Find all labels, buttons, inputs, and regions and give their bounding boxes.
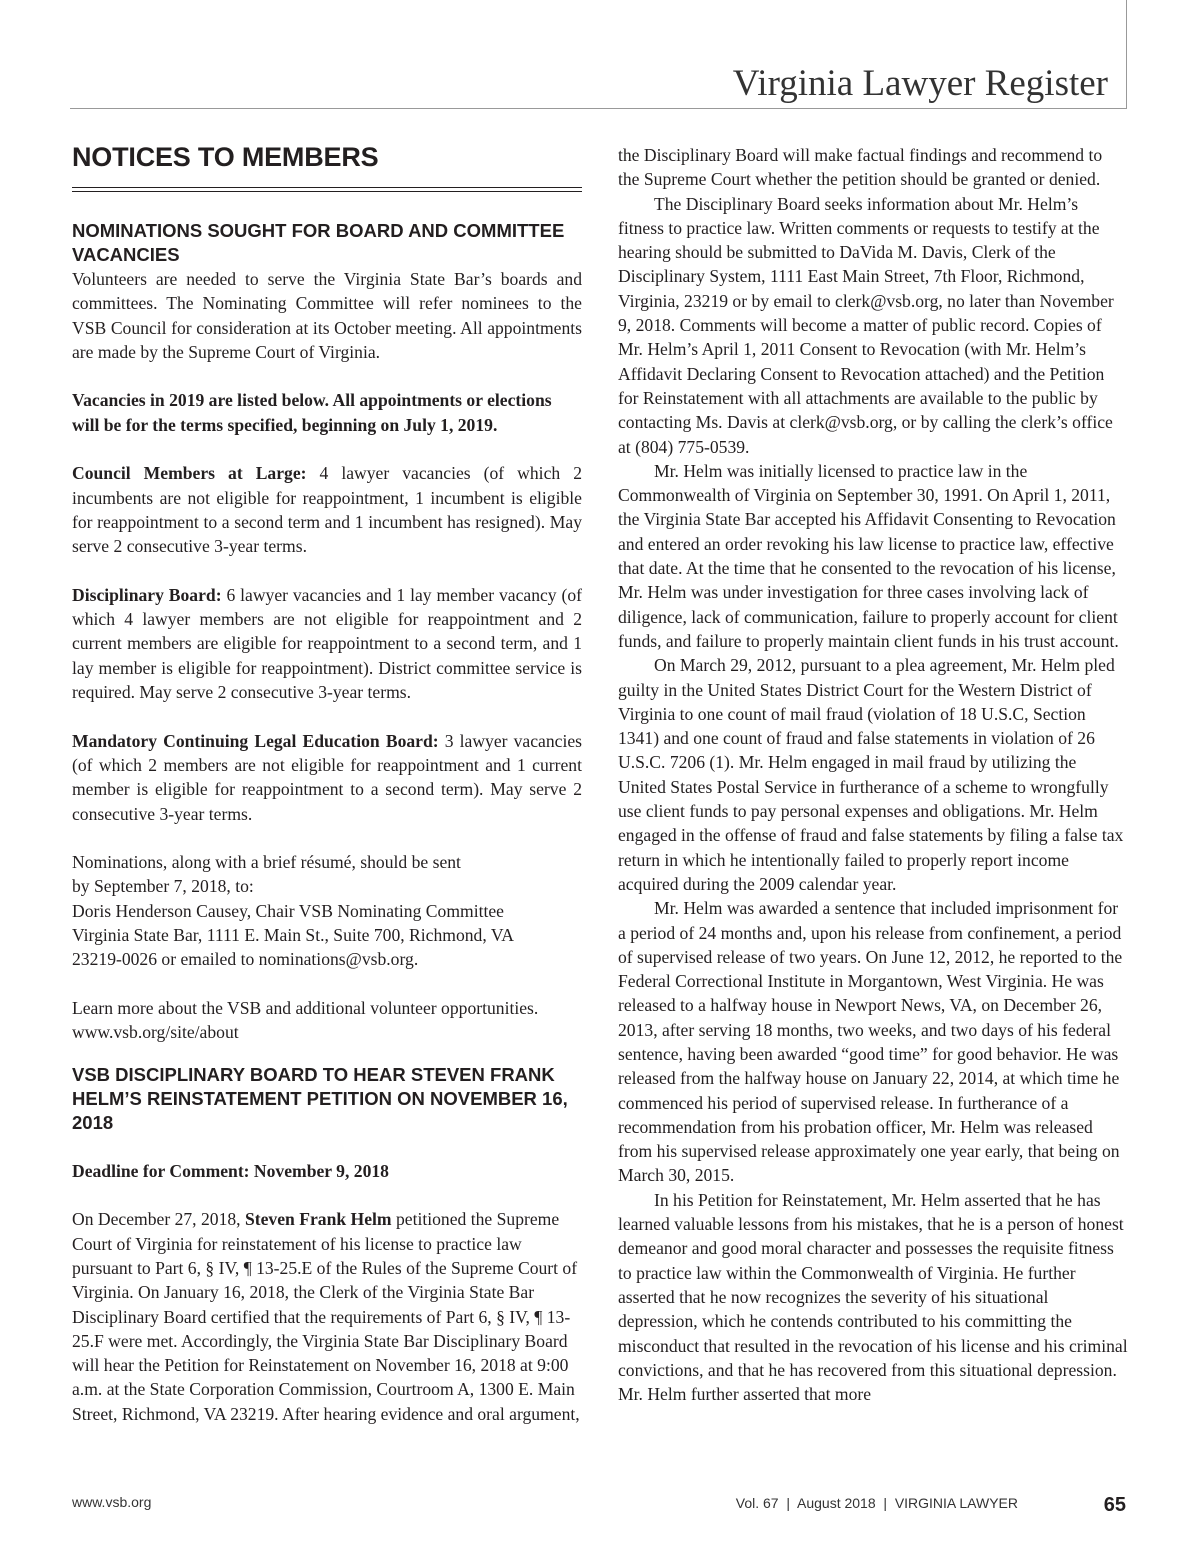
page-number: 65	[1103, 1494, 1126, 1516]
vacancies-note: Vacancies in 2019 are listed below. All appointments or elections will be for the terms specified, beginning on July 1, 2019.	[72, 390, 552, 435]
helm-paragraph-2: the Disciplinary Board will make factual findings and recommend to the Supreme Court whether the petition should be granted or denied.	[618, 145, 1103, 190]
council-vacancies: Council Members at Large: 4 lawyer vacancies (of which 2 incumbents are not eligible for reappointment, 1 incumbent is eligible for reappointment to a second term and 1 incumbent has resigned). May serve 2 consecutive 3-year terms.	[72, 463, 582, 557]
left-column	[72, 219, 582, 1426]
nominations-email-link[interactable]: 23219-0026 or emailed to nominations@vsb.org.	[72, 949, 419, 970]
header-rule	[70, 108, 1127, 109]
footer-issue-info: Vol. 67 | August 2018 | VIRGINIA LAWYER	[735, 1495, 1018, 1511]
helm-paragraph-3: The Disciplinary Board seeks information about Mr. Helm’s fitness to practice law. Written comments or requests to testify at the hearing should be submitted to DaVida M. Davis, Clerk of the Disciplinary System, 1111 East Main Street, 7th Floor, Richmond, Virginia, 23219 or by email to clerk@vsb.org, no later than November 9, 2018. Comments will become a matter of public record. Copies of Mr. Helm’s April 1, 2011 Consent to Revocation (with Mr. Helm’s Affidavit Declaring Consent to Revocation attached) and the Petition for Reinstatement with all attachments are available to the public by contacting Ms. Davis at clerk@vsb.org, or by calling the clerk’s office at (804) 775-0539.	[618, 193, 1114, 457]
right-column	[618, 143, 1128, 1406]
helm-heading: VSB DISCIPLINARY BOARD TO HEAR STEVEN FRANK HELM’S REINSTATEMENT PETITION ON NOVEMBER 16, 2018	[72, 1063, 568, 1133]
disciplinary-vacancies: Disciplinary Board: 6 lawyer vacancies and 1 lay member vacancy (of which 4 lawyer members are not eligible for reappointment and 2 current members are eligible for reappointment to a second term, and 1 lay member is eligible for reappointment). District committee service is required. May serve 2 consecutive 3-year terms.	[72, 584, 582, 703]
mcle-vacancies: Mandatory Continuing Legal Education Board: 3 lawyer vacancies (of which 2 members are not eligible for reappointment and 1 current member is eligible for reappointment to a second term). May serve 2 consecutive 3-year terms.	[72, 730, 583, 824]
learn-more: Learn more about the VSB and additional volunteer opportunities. www.vsb.org/site/about	[72, 997, 539, 1043]
helm-paragraph-4: Mr. Helm was initially licensed to practice law in the Commonwealth of Virginia on September 30, 1991. On April 1, 2011, the Virginia State Bar accepted his Affidavit Consenting to Revocation and entered an order revoking his law license to practice law, effective that date. At the time that he consented to the revocation of his license, Mr. Helm was under investigation for three cases involving lack of diligence, lack of communication, failure to properly account for client funds, and failure to properly maintain client funds in his trust account.	[618, 460, 1119, 651]
learn-more-link[interactable]: www.vsb.org/site/about	[72, 1022, 239, 1043]
helm-paragraph-7: In his Petition for Reinstatement, Mr. Helm asserted that he has learned valuable lessons from his mistakes, that he is a person of honest demeanor and good moral character and possesses the requisite fitness to practice law within the Commonwealth of Virginia. He further asserted that he now recognizes the severity of his situational depression, which he contends contributed to his committing the misconduct that resulted in the revocation of his license and his criminal convictions, and that he has recovered from this situational depression. Mr. Helm further asserted that more	[618, 1189, 1128, 1405]
running-title: Virginia Lawyer Register	[732, 63, 1108, 104]
nominations-intro: Volunteers are needed to serve the Virginia State Bar’s boards and committees. The Nominating Committee will refer nominees to the VSB Council for consideration at its October meeting. All appointments are made by the Supreme Court of Virginia.	[72, 269, 582, 362]
footer-url[interactable]: www.vsb.org	[72, 1494, 152, 1510]
section-double-rule	[72, 187, 582, 192]
helm-paragraph-6: Mr. Helm was awarded a sentence that included imprisonment for a period of 24 months and, upon his release from confinement, a period of supervised release of two years. On June 12, 2012, he reported to the Federal Correctional Institute in Morgantown, West Virginia. He was released to a halfway house in Newport News, VA, on December 26, 2013, after serving 18 months, two weeks, and two days of his federal sentence, having been awarded “good time” for good behavior. He was released from the halfway house on January 22, 2014, at which time he commenced his period of supervised release. In furtherance of a recommendation from his probation officer, Mr. Helm was released from his supervised release approximately one year early, that being on March 30, 2015.	[618, 898, 1123, 1186]
helm-paragraph-5: On March 29, 2012, pursuant to a plea agreement, Mr. Helm pled guilty in the United States District Court for the Western District of Virginia to one count of mail fraud (violation of 18 U.S.C, Section 1341) and one count of fraud and false statements in violation of 26 U.S.C. 7206 (1). Mr. Helm engaged in mail fraud by utilizing the United States Postal Service in furtherance of a scheme to wrongfully use client funds to pay personal expenses and obligations. Mr. Helm engaged in the offense of fraud and false statements by filing a false tax return in which he intentionally failed to properly report income acquired during the 2009 calendar year.	[618, 655, 1124, 894]
comment-deadline: Deadline for Comment: November 9, 2018	[72, 1160, 389, 1181]
helm-paragraph-1: On December 27, 2018, Steven Frank Helm petitioned the Supreme Court of Virginia for reinstatement of his license to practice law pursuant to Part 6, § IV, ¶ 13-25.E of the Rules of the Supreme Court of Virginia. On January 16, 2018, the Clerk of the Virginia State Bar Disciplinary Board certified that the requirements of Part 6, § IV, ¶ 13-25.F were met. Accordingly, the Virginia State Bar Disciplinary Board will hear the Petition for Reinstatement on November 16, 2018 at 9:00 a.m. at the State Corporation Commission, Courtroom A, 1300 E. Main Street, Richmond, VA 23219. After hearing evidence and oral argument,	[72, 1209, 580, 1424]
nominations-heading: NOMINATIONS SOUGHT FOR BOARD AND COMMITTEE VACANCIES	[72, 220, 565, 265]
nomination-instructions: Nominations, along with a brief résumé, should be sent by September 7, 2018, to: Doris Henderson Causey, Chair VSB Nominating Committee Virginia State Bar, 1111 E. Main St., Suite 700, Richmond, VA 23219-0026 or emailed to nominations@vsb.org.	[72, 852, 514, 970]
section-title: NOTICES TO MEMBERS	[72, 142, 379, 172]
header-vertical-rule	[1126, 0, 1127, 108]
